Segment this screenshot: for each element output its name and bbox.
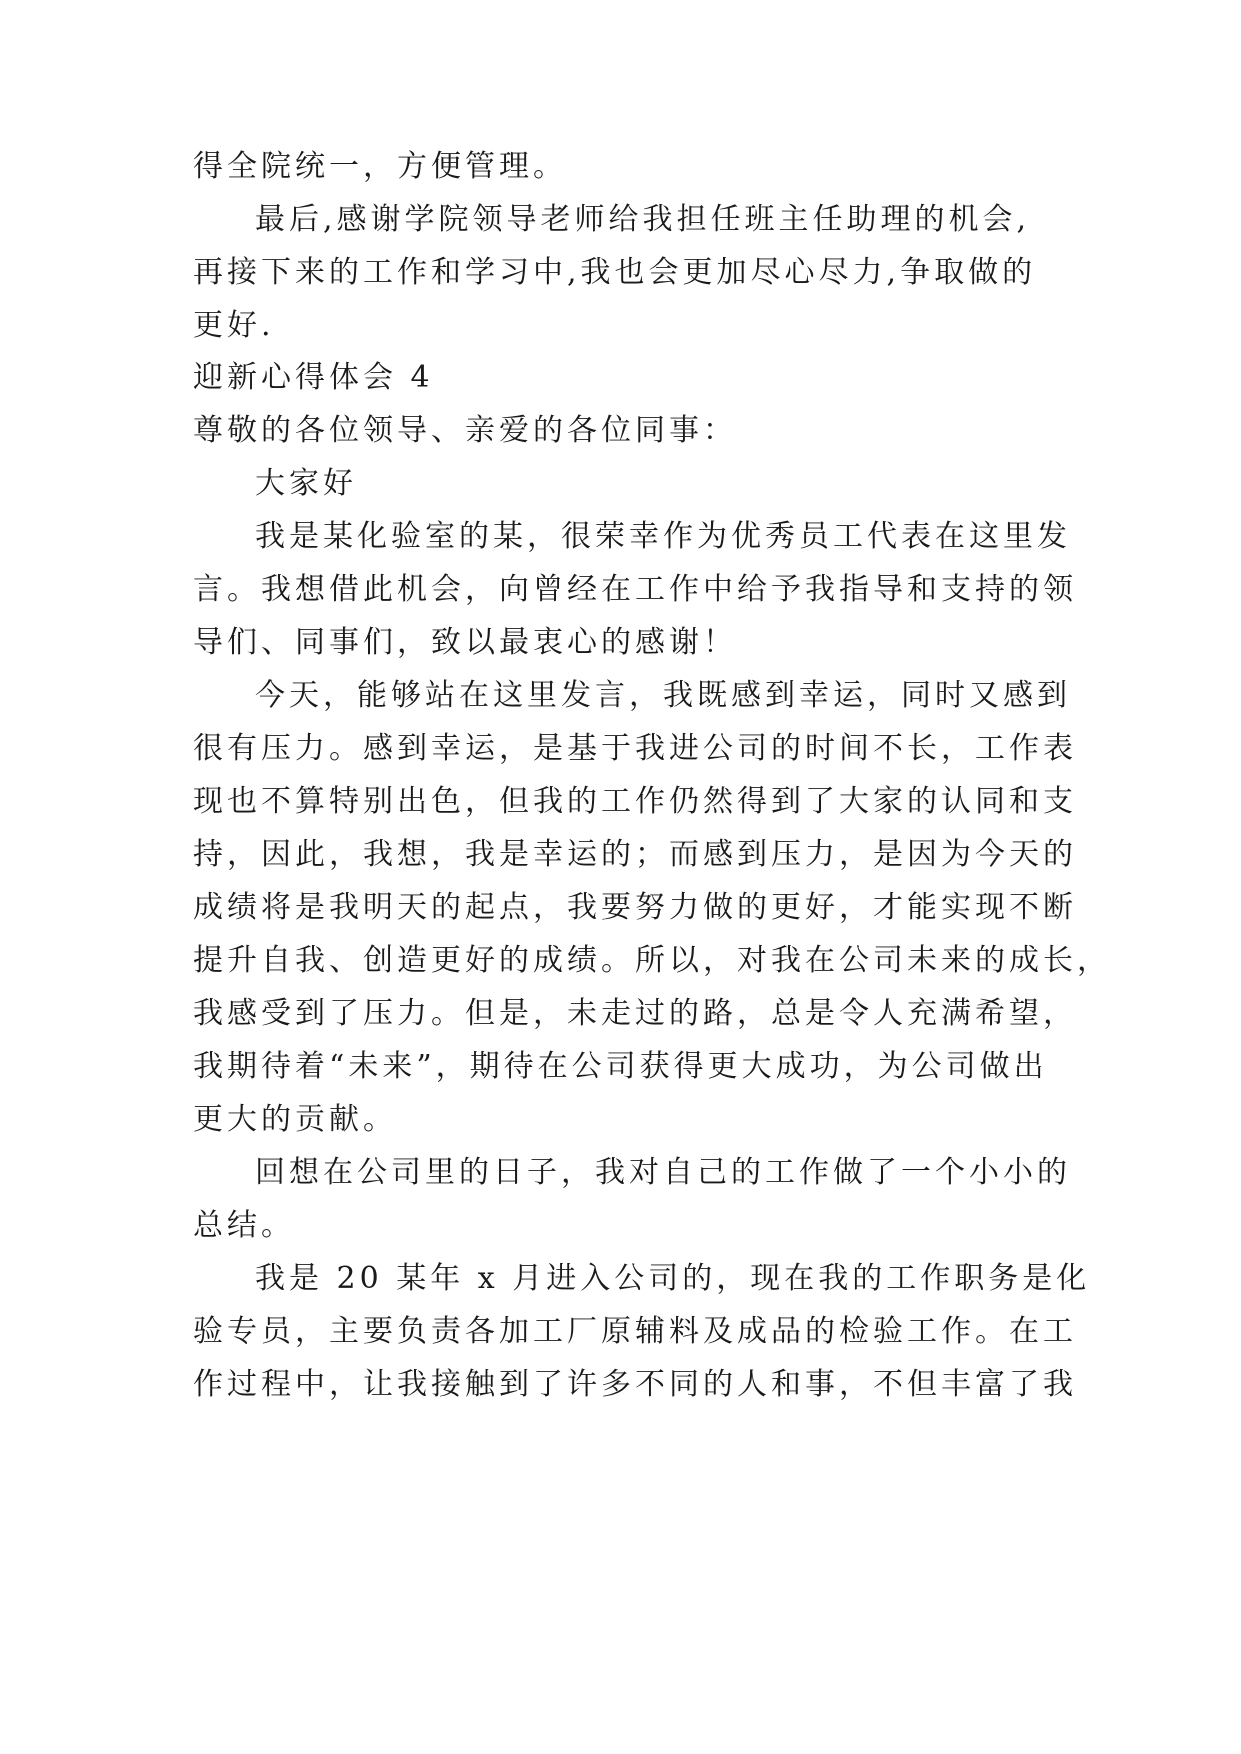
text-line: 更好. — [193, 308, 275, 343]
text-line: 我感受到了压力。但是，未走过的路，总是令人充满希望， — [193, 996, 1077, 1031]
text-line: 总结。 — [193, 1208, 295, 1243]
text-line: 再接下来的工作和学习中,我也会更加尽心尽力,争取做的 — [193, 255, 1037, 290]
text-line: 成绩将是我明天的起点，我要努力做的更好，才能实现不断 — [193, 890, 1077, 925]
text-line: 导们、同事们，致以最衷心的感谢！ — [193, 625, 737, 660]
text-line: 现也不算特别出色，但我的工作仍然得到了大家的认同和支 — [193, 784, 1077, 819]
paragraph-line: 今天，能够站在这里发言，我既感到幸运，同时又感到 — [255, 678, 1071, 713]
text-line: 更大的贡献。 — [193, 1102, 397, 1137]
greeting: 大家好 — [255, 466, 357, 501]
text-line: 提升自我、创造更好的成绩。所以，对我在公司未来的成长， — [193, 943, 1111, 978]
text-line: 我期待着“未来”，期待在公司获得更大成功，为公司做出 — [193, 1049, 1048, 1084]
text-line: 作过程中，让我接触到了许多不同的人和事，不但丰富了我 — [193, 1367, 1077, 1402]
text-line: 言。我想借此机会，向曾经在工作中给予我指导和支持的领 — [193, 572, 1077, 607]
text-line: 持，因此，我想，我是幸运的；而感到压力，是因为今天的 — [193, 837, 1077, 872]
paragraph-line: 我是 20 某年 x 月进入公司的，现在我的工作职务是化 — [255, 1261, 1091, 1296]
text-line: 很有压力。感到幸运，是基于我进公司的时间不长，工作表 — [193, 731, 1077, 766]
salutation: 尊敬的各位领导、亲爱的各位同事： — [193, 413, 737, 448]
paragraph-line: 我是某化验室的某，很荣幸作为优秀员工代表在这里发 — [255, 519, 1071, 554]
text-line: 得全院统一，方便管理。 — [193, 149, 567, 184]
paragraph-line: 回想在公司里的日子，我对自己的工作做了一个小小的 — [255, 1155, 1071, 1190]
paragraph-line: 最后,感谢学院领导老师给我担任班主任助理的机会, — [255, 202, 1031, 237]
text-line: 验专员，主要负责各加工厂原辅料及成品的检验工作。在工 — [193, 1314, 1077, 1349]
section-heading: 迎新心得体会 4 — [193, 360, 434, 395]
